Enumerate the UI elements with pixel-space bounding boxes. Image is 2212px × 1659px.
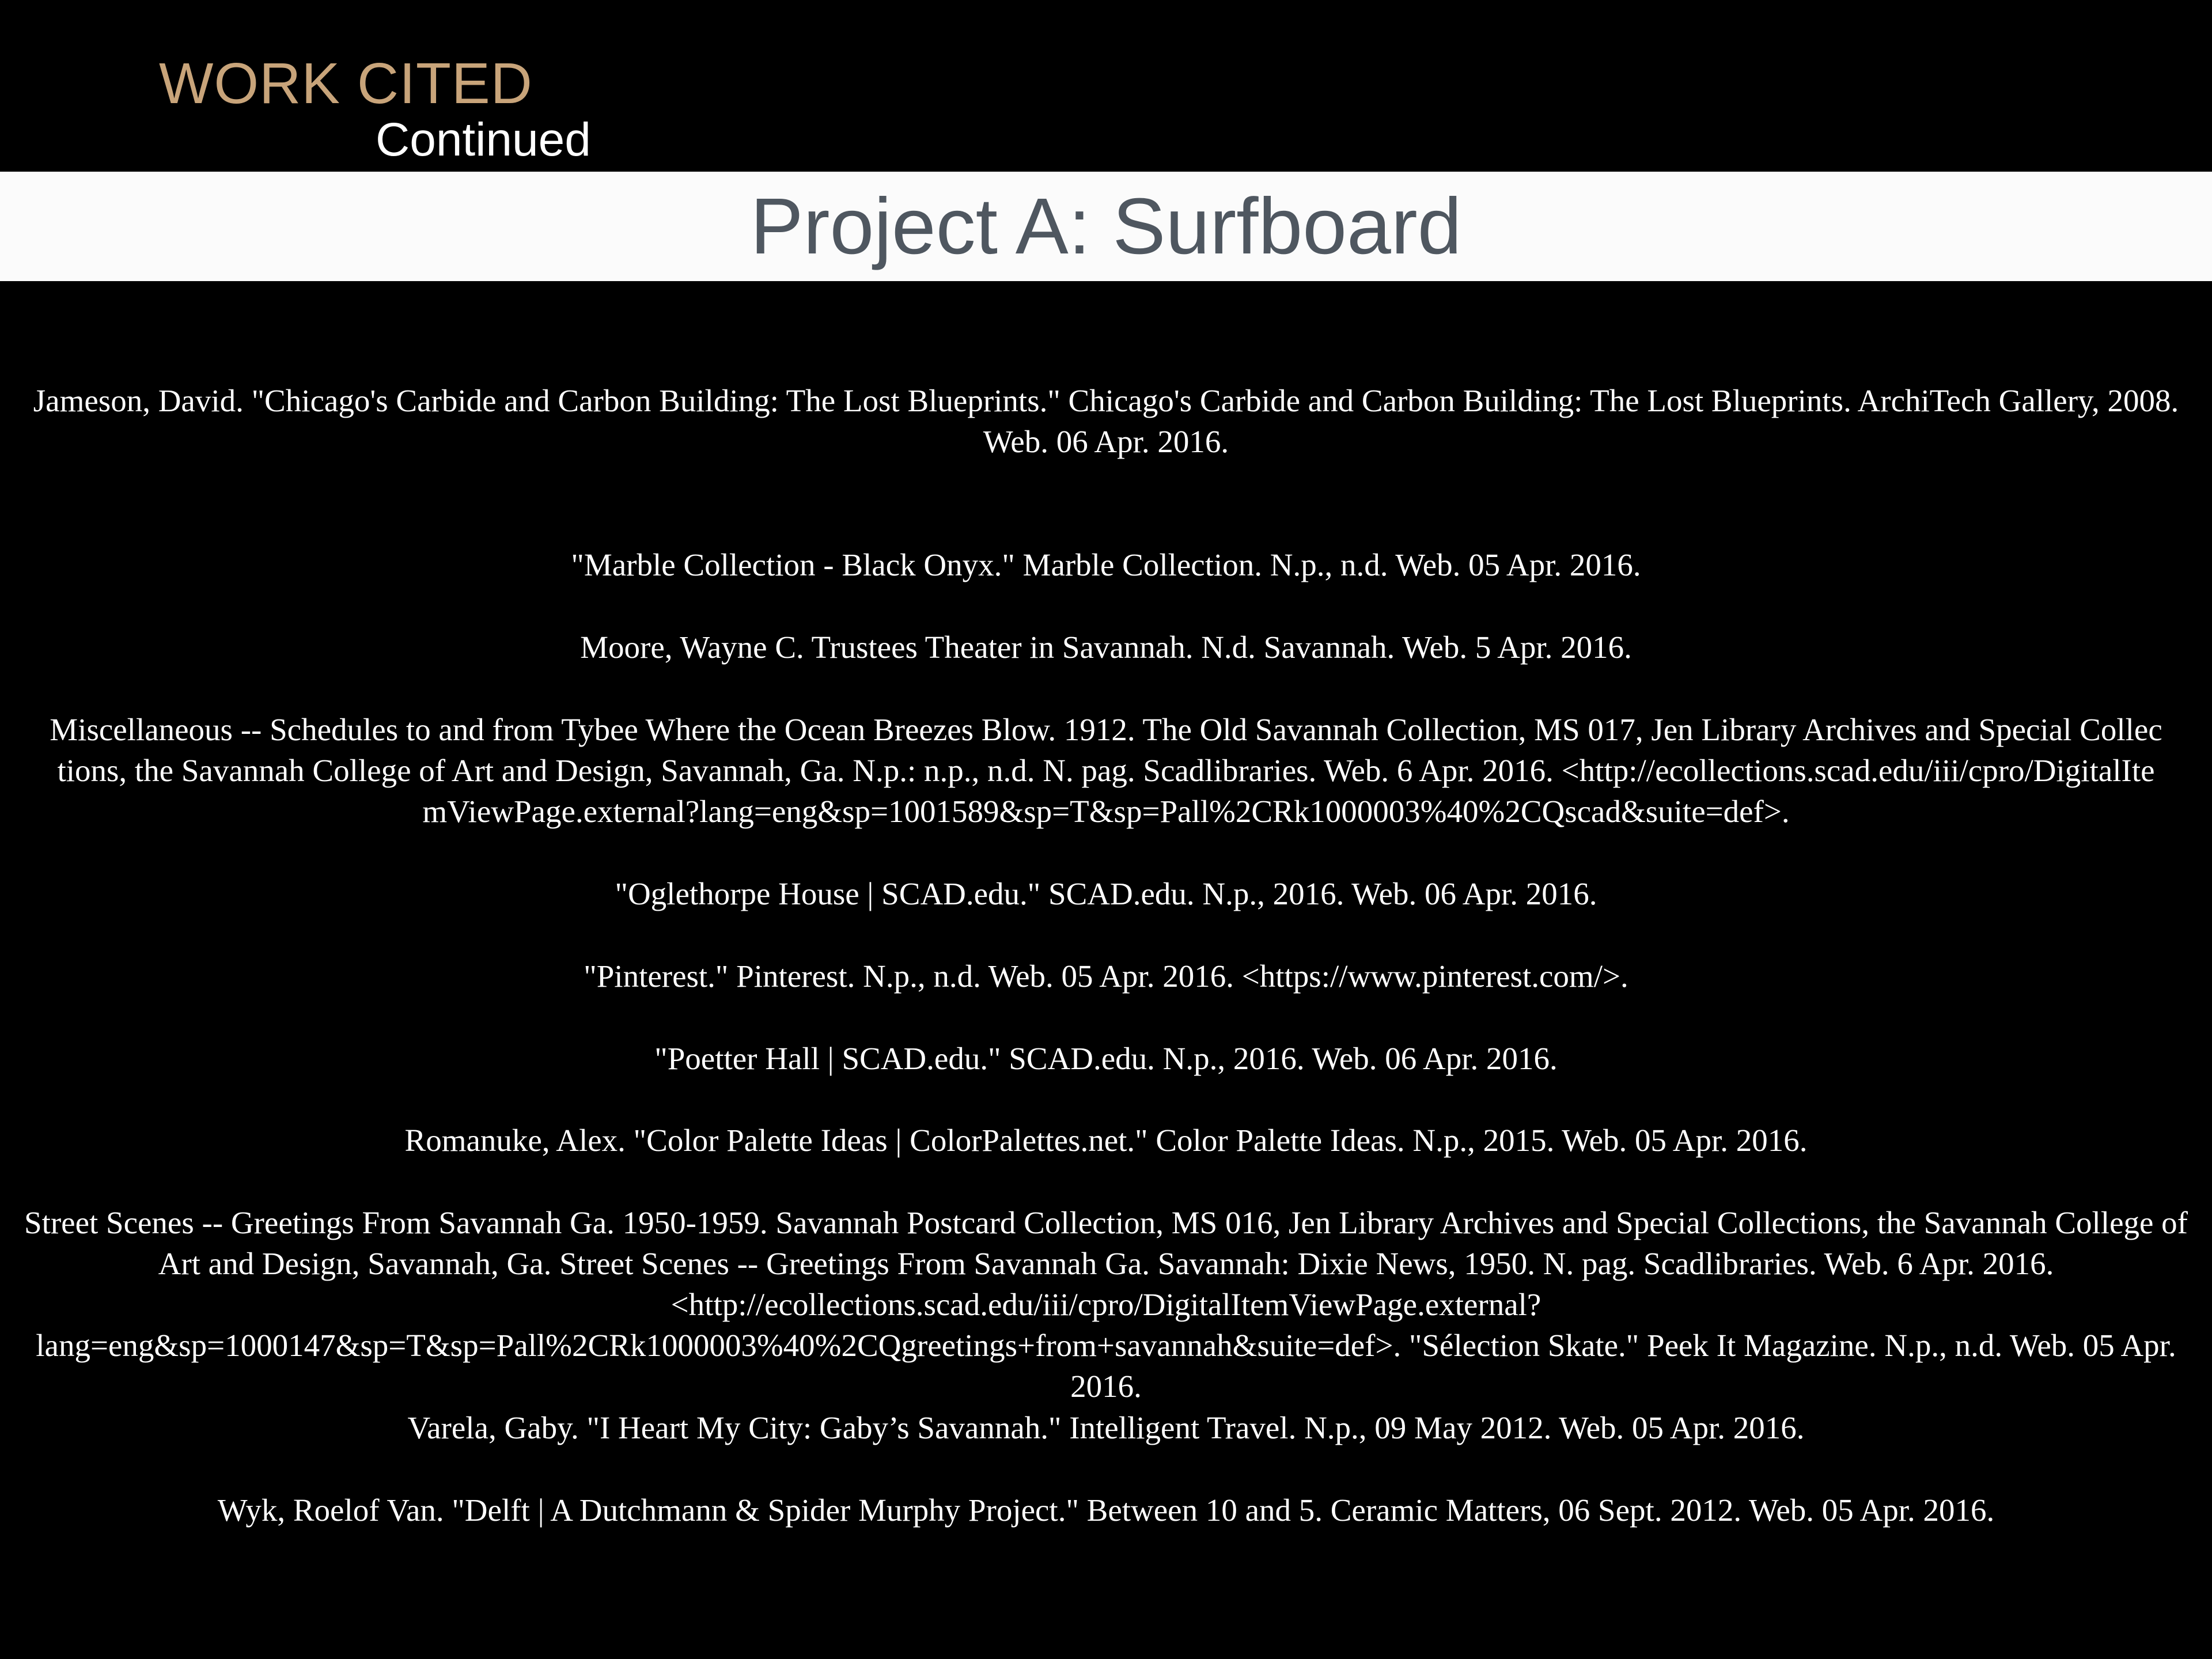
citation-poetter-hall: "Poetter Hall | SCAD.edu." SCAD.edu. N.p., 2016. Web. 06 Apr. 2016. [654,1041,1558,1076]
citation-marble-collection: "Marble Collection - Black Onyx." Marble Collection. N.p., n.d. Web. 05 Apr. 2016. [571,547,1641,582]
citation-wyk: Wyk, Roelof Van. "Delft | A Dutchmann & Spider Murphy Project." Between 10 and 5. Ceramic Matters, 06 Sept. 2012. Web. 05 Apr. 2016. [217,1493,1995,1528]
project-title: Project A: Surfboard [750,182,1462,271]
citation-varela: Varela, Gaby. "I Heart My City: Gaby’s Savannah." Intelligent Travel. N.p., 09 May 2012. Web. 05 Apr. 2016. [407,1410,1805,1445]
continued-subheading: Continued [376,113,591,166]
citation-miscellaneous: Miscellaneous -- Schedules to and from Tybee Where the Ocean Breezes Blow. 1912. The Old Savannah Collection, MS 017, Jen Library Archives and Special Collections, the Savannah College of Art and Design, Savannah, Ga. N.p.: n.p., n.d. N. pag. Scadlibraries. Web. 6 Apr. 2016. <http://ecollections.scad.edu/iii/cpro/DigitalItemViewPage.external?lang=eng&sp=1001589&sp=T&sp=Pall%2CRk1000003%40%2CQscad&suite=def>. [50,712,2162,829]
project-title-band [0,172,2212,281]
citation-street-scenes: Street Scenes -- Greetings From Savannah Ga. 1950-1959. Savannah Postcard Collection, MS 016, Jen Library Archives and Special Collections, the Savannah College of Art and Design, Savannah, Ga. Street Scenes -- Greetings From Savannah Ga. Savannah: Dixie News, 1950. N. pag. Scadlibraries. Web. 6 Apr. 2016. <http://ecollections.scad.edu/iii/cpro/DigitalItemViewPage.external?lang=eng&sp=1000147&sp=T&sp=Pall%2CRk1000003%40%2CQgreetings+from+savannah&suite=def>. "Sélection Skate." Peek It Magazine. N.p., n.d. Web. 05 Apr. 2016. [24,1205,2188,1404]
citation-oglethorpe-house: "Oglethorpe House | SCAD.edu." SCAD.edu. N.p., 2016. Web. 06 Apr. 2016. [615,876,1597,911]
citation-romanuke: Romanuke, Alex. "Color Palette Ideas | ColorPalettes.net." Color Palette Ideas. N.p., 2015. Web. 05 Apr. 2016. [404,1123,1808,1158]
citation-moore: Moore, Wayne C. Trustees Theater in Savannah. N.d. Savannah. Web. 5 Apr. 2016. [580,630,1632,665]
citation-pinterest: "Pinterest." Pinterest. N.p., n.d. Web. 05 Apr. 2016. <https://www.pinterest.com/>. [584,959,1628,994]
work-cited-heading: WORK CITED [159,51,533,116]
citation-jameson: Jameson, David. "Chicago's Carbide and Carbon Building: The Lost Blueprints." Chicago's Carbide and Carbon Building: The Lost Blueprints. ArchiTech Gallery, 2008. Web. 06 Apr. 2016. [33,383,2179,459]
